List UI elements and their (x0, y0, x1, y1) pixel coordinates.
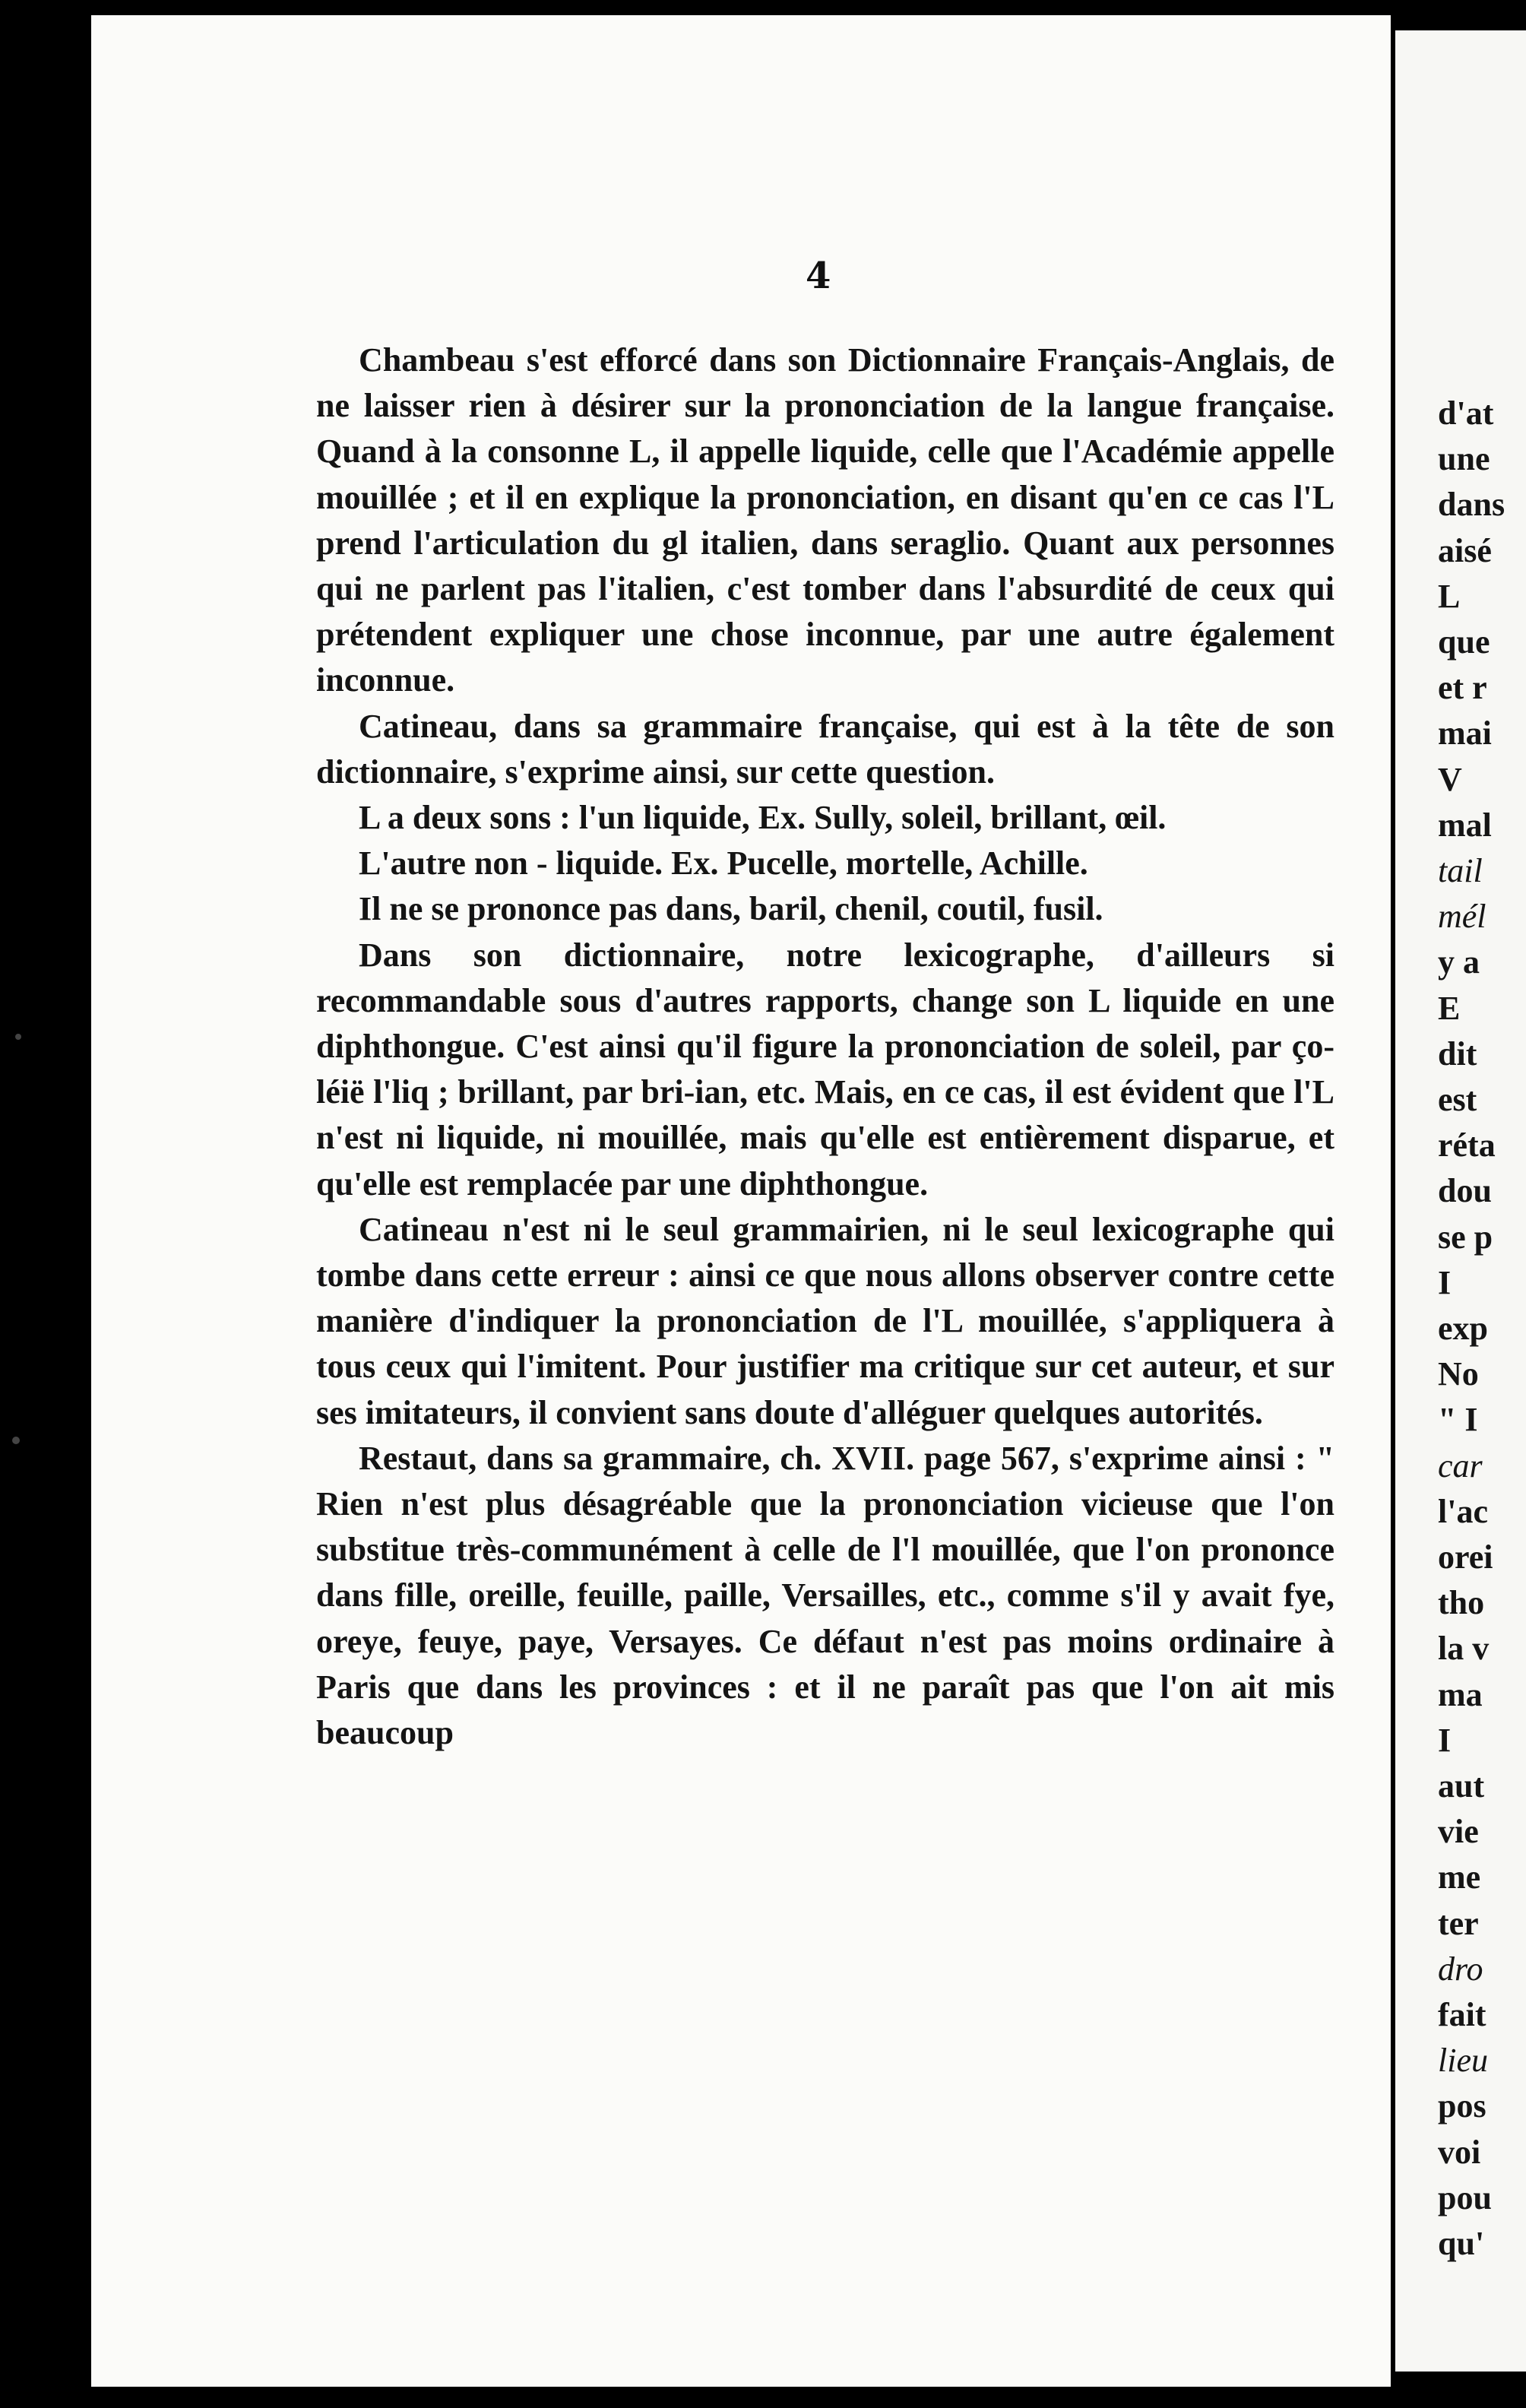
scan-speck (15, 1034, 21, 1040)
adjacent-page-line: E (1438, 989, 1461, 1027)
adjacent-page-line: I (1438, 1721, 1452, 1759)
adjacent-page-line: vie (1438, 1813, 1479, 1851)
body-text (316, 337, 1334, 1756)
adjacent-page-line: la v (1438, 1630, 1490, 1668)
adjacent-page-line: et r (1438, 669, 1487, 707)
adjacent-page-line: voi (1438, 2133, 1481, 2171)
adjacent-page-line: orei (1438, 1538, 1493, 1576)
adjacent-page-line: fait (1438, 1996, 1486, 2033)
adjacent-page-line: tail (1438, 852, 1483, 889)
adjacent-page-line: exp (1438, 1310, 1488, 1347)
paragraph: Dans son dictionnaire, notre lexicographe, d'ailleurs si recommandable sous d'autres rapports, change son L liquide en une diphthongue. C'est ainsi qu'il figure la prononciation de soleil, par ço-léië l'liq ; brillant, par bri-ian, etc. Mais, en ce cas, il est évident que l'L n'est ni liquide, ni mouillée, mais qu'elle est entièrement disparue, et qu'elle est remplacée par une diphthongue. (316, 936, 1334, 1202)
adjacent-page-line: se p (1438, 1218, 1493, 1256)
adjacent-page-line: dans (1438, 486, 1505, 524)
adjacent-page-line: que (1438, 623, 1490, 661)
adjacent-page-line: ma (1438, 1675, 1483, 1713)
adjacent-page-line: mal (1438, 806, 1492, 844)
adjacent-page-line: lieu (1438, 2042, 1488, 2080)
paragraph: Restaut, dans sa grammaire, ch. XVII. page 567, s'exprime ainsi : " Rien n'est plus désagréable que la prononciation vicieuse que l'on substitue très-communément à celle de l'l mouillée, que l'on prononce dans fille, oreille, feuille, paille, Versailles, etc., comme s'il y avait fye, oreye, feuye, paye, Versayes. Ce défaut n'est pas moins ordinaire à Paris que dans les provinces : et il ne paraît pas que l'on ait mis beaucoup (316, 1439, 1334, 1752)
adjacent-page-line: d'at (1438, 394, 1494, 432)
paragraph: Catineau n'est ni le seul grammairien, ni le seul lexicographe qui tombe dans cette erreur : ainsi ce que nous allons observer contre cette manière d'indiquer la prononciation de l'L mouillée, s'appliquera à tous ceux qui l'imitent. Pour justifier ma critique sur cet auteur, et sur ses imitateurs, il convient sans doute d'alléguer quelques autorités. (316, 1210, 1334, 1431)
adjacent-page-line: est (1438, 1081, 1477, 1118)
adjacent-page-line: aut (1438, 1767, 1485, 1804)
adjacent-page-line: dro (1438, 1950, 1483, 1988)
adjacent-page-line: l'ac (1438, 1492, 1488, 1530)
adjacent-page-line: L (1438, 577, 1461, 615)
paragraph: Chambeau s'est efforcé dans son Dictionnaire Français-Anglais, de ne laisser rien à désirer sur la prononciation de la langue française. Quand à la consonne L, il appelle liquide, celle que l'Académie appelle mouillée ; et il en explique la prononciation, en disant qu'en ce cas l'L prend l'articulation du gl italien, dans seraglio. Quant aux personnes qui ne parlent pas l'italien, c'est tomber dans l'absurdité de ceux qui prétendent expliquer une chose inconnue, par une autre également inconnue. (316, 341, 1334, 699)
paragraph: Catineau, dans sa grammaire française, qui est à la tête de son dictionnaire, s'exprime ainsi, sur cette question. (316, 707, 1334, 791)
adjacent-page-line: tho (1438, 1584, 1485, 1622)
adjacent-page-line: pou (1438, 2178, 1492, 2216)
adjacent-page-line: réta (1438, 1126, 1496, 1164)
paragraph: Il ne se prononce pas dans, baril, chenil, coutil, fusil. (359, 890, 1103, 928)
adjacent-page-line: car (1438, 1446, 1483, 1484)
adjacent-page-line: y a (1438, 943, 1480, 981)
page-number: 4 (806, 255, 831, 297)
adjacent-page-line: ter (1438, 1904, 1479, 1942)
adjacent-page-line: me (1438, 1858, 1481, 1896)
scan-speck (12, 1437, 20, 1444)
paragraph: L'autre non - liquide. Ex. Pucelle, mortelle, Achille. (359, 844, 1088, 882)
adjacent-page-line: dou (1438, 1172, 1492, 1210)
paragraph: L a deux sons : l'un liquide, Ex. Sully, soleil, brillant, œil. (359, 799, 1167, 837)
adjacent-page-line: dit (1438, 1034, 1477, 1073)
adjacent-page (1395, 30, 1526, 2372)
adjacent-page-line: une (1438, 440, 1490, 478)
adjacent-page-line: mél (1438, 898, 1486, 936)
adjacent-page-line: I (1438, 1263, 1452, 1301)
adjacent-page-line: aisé (1438, 531, 1492, 569)
adjacent-page-line: qu' (1438, 2225, 1485, 2262)
adjacent-page-line: V (1438, 760, 1462, 798)
adjacent-page-line: " I (1438, 1401, 1478, 1439)
adjacent-page-line: mai (1438, 714, 1492, 752)
book-page (91, 15, 1391, 2387)
adjacent-page-line: pos (1438, 2087, 1486, 2125)
adjacent-page-line: No (1438, 1355, 1479, 1393)
